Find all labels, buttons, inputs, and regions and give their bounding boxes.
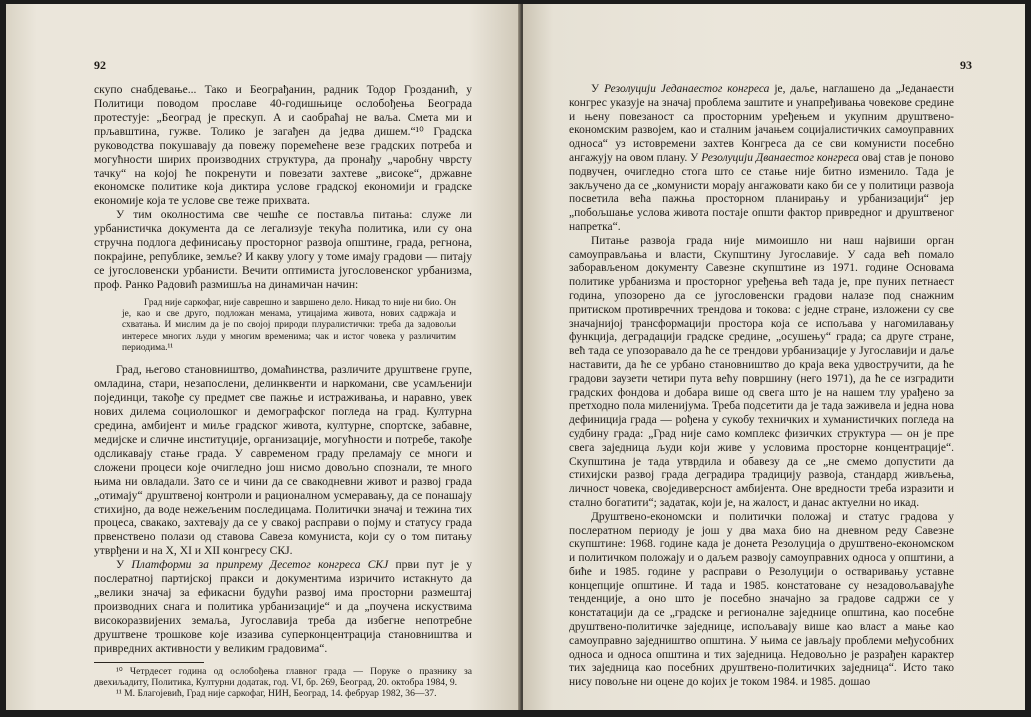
footnote: ¹¹ М. Благојевић, Град није саркофаг, НИН, Београд, 14. фебруар 1982, 36—37.: [116, 688, 437, 700]
right-page: [523, 4, 1025, 710]
left-page: [6, 4, 520, 710]
paragraph: Друштвено-економски и политички положај и статус градова у послератном периоду је још у два маха био на дневном реду Савезне скупштине: 1968. године када је донета Резолуција о друштвено-економском и политичком положају и о даљем развоју самоуправних односа у општини, а биће и 1985. године у расправи о Резолуцији о остваривању уставне концепције општине. И тада и 1985. констатоване су незадовољавајуће тенденције, а оно што је посебно значајно за градове садржи се у констатацији да се „градске и регионалне заједнице општина, као посебне друштвено-политичке заједнице, испољавају више као власт а мање као самоуправно заједништво општина. У њима се јављају проблеми међусобних односа и односа општина и тих заједница. Недовољно је разрађен карактер тих заједница као посебних друштвено-политичких заједница“. Исто тако нису повољне ни оцене до којих је током 1984. и 1985. дошао: [569, 510, 954, 689]
paragraph-lead: У: [591, 83, 605, 95]
footnotes: [94, 666, 472, 700]
paragraph: [569, 83, 954, 235]
book-spread: [6, 4, 1025, 710]
paragraph-rest: први пут је у послератној партијској пракси и документима изричито истакнуто да „велики значај за ефикасни будући развој има просторни размештај производних снага и политика урбанизације“ и да „поучена искуствима високоразвијених земаља, Југославија треба да избегне непотребне друштвене трошкове које изазива суперконцентрација становништва и привредних активности у великим градовима“.: [94, 558, 472, 655]
body-text: [569, 83, 954, 690]
quote-text: Град није саркофаг, није саврешно и завршено дело. Никад то није ни био. Он је, као и све друго, подложан менама, утицајима живота, нових садржаја и схватања. И мислим да је по својој природи плуралистички: треба да задовољи интересе многих људи у многим временима; чак и истог човека у различитим периодима.¹¹: [122, 297, 456, 354]
paragraph-rest: је, даље, наглашено да „Једанаести конгрес указује на значај проблема заштите и унапређивања човекове средине и њену повезаност са просторним уређењем и укупним друштвено-економским развојем, као и сталним јачањем социјалистичких самоуправних односа“ уз истовремени захтев Конгреса да се сви комунисти посебно ангажују на овом плану. У: [569, 83, 954, 164]
paragraph: У тим околностима све чешће се поставља питања: служе ли урбанистичка документа да се легализује текућа политика, или су она стручна подлога дефинисању просторног развоја општине, града, регнона, покрајине, републике, земље? И какву улогу у томе имају градови — питају се југословенски урбанисти. Вечити оптимиста југословенског урбанизма, проф. Ранко Радовић размишља на динамичан начин:: [94, 208, 472, 291]
paragraph: скупо снабдевање... Тако и Београђанин, радник Тодор Грозданић, у Политици поводом прославе 40-годишњице ослобођења Београда протестује: „Београд је прескуп. А и саобраћај не ваља. Смета ми и прљавштина, гужве. Толико је загађен да једва дишем.“¹⁰ Градска руководства покушавају да повежу поремећене везе градских потреба и могућности ширих производних структура, да пронађу „чаробну чврсту тачку“ на којој ће покренути и повезати захтеве „високе“, државне економске политике која диктира услове градској економији и градске економије која те услове све теже прихвата.: [94, 83, 472, 208]
paragraph-rest: овај став је поново подвучен, очигледно стога што се стање није битно изменило. Тада је закључено да се „комунисти морају ангажовати како би се у политици развоја посветила већа пажња просторном планирању и урбанизацији“ јер „побољшање услова живота постаје општи фактор привредног и друштвеног напретка“.: [569, 151, 955, 233]
page-number: 92: [94, 58, 106, 72]
document-title: Платформи за припрему Десетог конгреса СКЈ: [131, 558, 389, 572]
footnote-rule: [94, 662, 204, 663]
body-text: [94, 83, 472, 700]
document-title: Резолуцији Дванаестог конгреса: [701, 151, 860, 164]
document-title: Резолуцији Једанаестог конгреса: [604, 83, 770, 95]
page-number: 93: [960, 58, 972, 72]
block-quote: [122, 298, 456, 354]
footnote: ¹⁰ Четрдесет година од ослобођења главног града — Поруке о празнику за двехиљадиту, Политика, Културни додатак, год. VI, бр. 269, Београд, 20. октобра 1984, 9.: [94, 665, 472, 689]
paragraph: Град, његово становништво, домаћинства, различите друштвене групе, омладина, стари, незапослени, делинквенти и наркомани, све усамљенији појединци, такође су предмет све пажње и истраживања, и наравно, увек нових дилема социолошког и демографског погледа на град. Културна средина, амбијент и миље градског живота, културне, спортске, забавне, медијске и сличне институције, организације, могућности и потребе, такође одсликавају стање града. У савременом граду преламају се многи и сложени процеси које очигледно још нисмо довољно спознали, те много њима ни овладали. Зато се и чини да се свакодневни живот и развој града „отимају“ друштвеној контроли и рационалном усмеравању, да се понашају стихијно, да воде нежељеним последицама. Политички значај и тежина тих процеса, свакако, захтевају да се у свакој расправи о појму и статусу града првенствено полази од ставова Савеза комуниста, који су о том питању утврђени и на X, XI и XII конгресу СКЈ.: [94, 363, 472, 558]
paragraph-lead: У: [116, 558, 132, 572]
paragraph: [94, 558, 472, 655]
paragraph: Питање развоја града није мимоишло ни наш највиши орган самоуправљања и власти, Скупштину Југославије. У сада већ помало заборављеном документу Савезне скупштине из 1971. године Основама политике урбанизма и просторног уређења већ тада је, пре пуних петнаест година, упозорено да се југословенски градови налазе под снажним притиском противречних трендова и токова: с једне стране, изложени су све значајнијој трансформацији простора која се испољава у нагомилавању функција, деградацији градске средине, „осушењу“ града; са друге стране, већ тада се упозоравало да ће се трендови урбанизације у Југославији и даље наставити, да ће се урбано становништво до краја века удвостручити, да ће градови заузети четири пута већу површину (него 1971), да ће се изградити градских фондова и добара више од свега што је на нашем тлу урађено за претходно пола миленијума. Треба подсетити да је тада заживела и једна нова дефиниција града — рођена у сукобу техничких и хуманистичких погледа на судбину града: „Град није само комплекс физичких структура — он је пре свега заједница људи који живе у условима просторне концентрације“. Скупштина је тада утврдила и обавезу да се „не смемо допустити да стихијски развој града деградира традицију развоја, стандард живљења, личност човека, своједиверсност амбијента. Оне вредности треба изразити и стално богатити“; задатак, који је, на жалост, и данас актуелни но икад.: [569, 234, 954, 509]
